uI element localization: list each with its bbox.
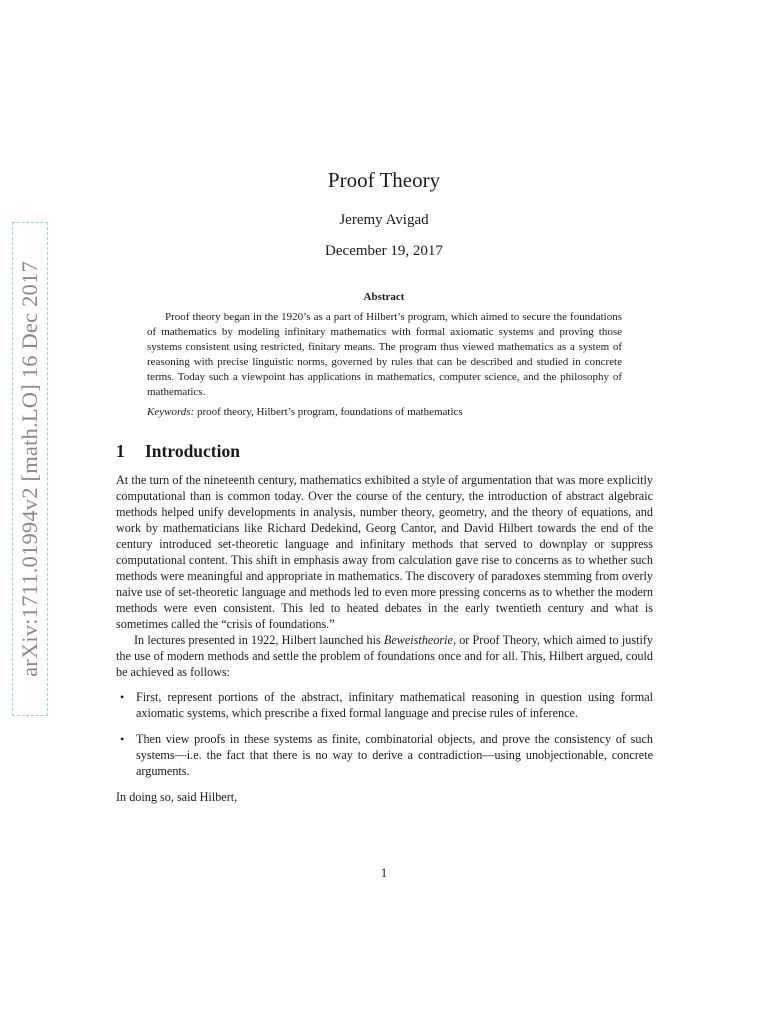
intro-paragraph-2 bbox=[116, 632, 653, 680]
list-item-text: Then view proofs in these systems as finite, combinatorial objects, and prove the consistency of such systems—i.e. the fact that there is no way to derive a contradiction—using unobjectionable, concrete arguments. bbox=[136, 732, 653, 778]
keywords-list: proof theory, Hilbert’s program, foundations of mathematics bbox=[197, 406, 463, 418]
abstract-heading: Abstract bbox=[363, 291, 405, 303]
list-item-text: First, represent portions of the abstract, infinitary mathematical reasoning in question using formal axiomatic systems, which prescribe a fixed formal language and precise rules of inference. bbox=[136, 690, 653, 720]
paragraph-2-lead: In lectures presented in 1922, Hilbert launched his bbox=[134, 633, 384, 647]
closing-line: In doing so, said Hilbert, bbox=[116, 790, 238, 804]
intro-paragraph-1: At the turn of the nineteenth century, mathematics exhibited a style of argumentation that was more explicitly computational than is common today. Over the course of the century, the introduction of abstract algebraic methods helped unify developments in analysis, number theory, geometry, and the theory of equations, and work by mathematicians like Richard Dedekind, Georg Cantor, and David Hilbert towards the end of the century introduced set-theoretic language and infinitary methods that served to downplay or suppress computational content. This shift in emphasis away from calculation gave rise to concerns as to whether such methods were meaningful and appropriate in mathematics. The discovery of paradoxes stemming from overly naive use of set-theoretic language and methods led to even more pressing concerns as to whether the modern methods were even consistent. This led to heated debates in the early twentieth century and what is sometimes called the “crisis of foundations.” bbox=[116, 473, 653, 631]
list-item bbox=[116, 689, 653, 721]
beweistheorie-term: Beweistheorie bbox=[383, 633, 453, 647]
page-number: 1 bbox=[380, 866, 388, 880]
paper-title: Proof Theory bbox=[327, 168, 441, 192]
section-body bbox=[116, 472, 653, 805]
keywords-label: Keywords: bbox=[147, 406, 195, 418]
bullet-icon: • bbox=[120, 690, 125, 704]
bullet-list bbox=[116, 689, 653, 779]
list-item bbox=[116, 731, 653, 779]
paper-date: December 19, 2017 bbox=[325, 243, 443, 259]
arxiv-identifier[interactable]: arXiv:1711.01994v2 [math.LO] 16 Dec 2017 bbox=[17, 261, 42, 677]
section-title: Introduction bbox=[145, 441, 240, 461]
abstract-text: Proof theory began in the 1920’s as a part of Hilbert’s program, which aimed to secure the foundations of mathematics by modeling infinitary mathematics with formal axiomatic systems and proving those systems consistent using restricted, finitary means. The program thus viewed mathematics as a system of reasoning with precise linguistic norms, governed by rules that can be described and studied in concrete terms. Today such a viewpoint has applications in mathematics, computer science, and the philosophy of mathematics. bbox=[147, 311, 622, 398]
section-number: 1 bbox=[116, 441, 125, 461]
paper-author: Jeremy Avigad bbox=[339, 212, 429, 228]
paragraph-2-rest: , or Proof Theory, which aimed to justify the use of modern methods and settle the problem of foundations once and for all. This, Hilbert argued, could be achieved as follows: bbox=[116, 633, 653, 679]
section-heading bbox=[116, 441, 240, 462]
keywords-line bbox=[147, 405, 622, 420]
bullet-icon: • bbox=[120, 732, 125, 746]
